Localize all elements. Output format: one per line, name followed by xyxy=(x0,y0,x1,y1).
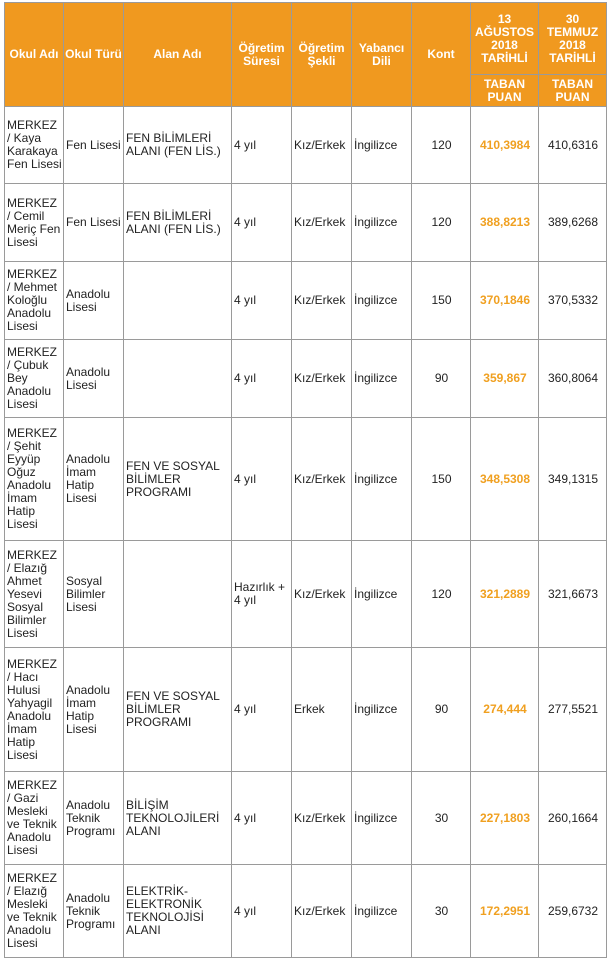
cell-alan-adi: FEN VE SOSYAL BİLİMLER PROGRAMI xyxy=(124,648,232,772)
cell-ogretim-suresi: 4 yıl xyxy=(232,107,292,184)
cell-ogretim-sekli: Kız/Erkek xyxy=(292,865,352,958)
cell-ogretim-sekli: Kız/Erkek xyxy=(292,262,352,340)
cell-kont: 150 xyxy=(412,418,471,541)
cell-taban-puan-jul: 259,6732 xyxy=(539,865,607,958)
cell-okul-adi: MERKEZ / Çubuk Bey Anadolu Lisesi xyxy=(5,340,64,418)
cell-yabanci-dili: İngilizce xyxy=(352,648,412,772)
cell-kont: 120 xyxy=(412,107,471,184)
cell-ogretim-sekli: Kız/Erkek xyxy=(292,541,352,648)
cell-okul-adi: MERKEZ / Hacı Hulusi Yahyagil Anadolu İmam Hatip Lisesi xyxy=(5,648,64,772)
cell-okul-adi: MERKEZ / Cemil Meriç Fen Lisesi xyxy=(5,184,64,262)
cell-okul-turu: Anadolu Teknik Programı xyxy=(64,865,124,958)
table-row xyxy=(5,648,607,772)
cell-taban-puan-jul: 260,1664 xyxy=(539,772,607,865)
subheader-taban-puan-jul: TABAN PUAN xyxy=(539,75,607,107)
cell-alan-adi: BİLİŞİM TEKNOLOJİLERİ ALANI xyxy=(124,772,232,865)
table-row xyxy=(5,772,607,865)
cell-alan-adi xyxy=(124,340,232,418)
cell-okul-adi: MERKEZ / Şehit Eyyüp Oğuz Anadolu İmam Hatip Lisesi xyxy=(5,418,64,541)
cell-kont: 150 xyxy=(412,262,471,340)
cell-ogretim-sekli: Erkek xyxy=(292,648,352,772)
col-header-alan-adi: Alan Adı xyxy=(124,3,232,107)
cell-okul-adi: MERKEZ / Gazi Mesleki ve Teknik Anadolu Lisesi xyxy=(5,772,64,865)
cell-yabanci-dili: İngilizce xyxy=(352,865,412,958)
cell-kont: 30 xyxy=(412,865,471,958)
table-row xyxy=(5,262,607,340)
cell-taban-puan-aug: 359,867 xyxy=(471,340,539,418)
cell-yabanci-dili: İngilizce xyxy=(352,184,412,262)
table-row xyxy=(5,340,607,418)
cell-yabanci-dili: İngilizce xyxy=(352,541,412,648)
cell-taban-puan-aug: 172,2951 xyxy=(471,865,539,958)
cell-okul-turu: Anadolu Lisesi xyxy=(64,262,124,340)
cell-taban-puan-aug: 348,5308 xyxy=(471,418,539,541)
cell-kont: 30 xyxy=(412,772,471,865)
school-score-table xyxy=(4,2,607,958)
cell-taban-puan-jul: 277,5521 xyxy=(539,648,607,772)
cell-taban-puan-aug: 321,2889 xyxy=(471,541,539,648)
cell-yabanci-dili: İngilizce xyxy=(352,107,412,184)
cell-yabanci-dili: İngilizce xyxy=(352,772,412,865)
cell-taban-puan-jul: 410,6316 xyxy=(539,107,607,184)
cell-ogretim-sekli: Kız/Erkek xyxy=(292,418,352,541)
cell-alan-adi: ELEKTRİK-ELEKTRONİK TEKNOLOJİSİ ALANI xyxy=(124,865,232,958)
cell-okul-turu: Anadolu İmam Hatip Lisesi xyxy=(64,418,124,541)
cell-taban-puan-aug: 227,1803 xyxy=(471,772,539,865)
cell-taban-puan-aug: 370,1846 xyxy=(471,262,539,340)
col-header-yabanci-dili: Yabancı Dili xyxy=(352,3,412,107)
cell-ogretim-suresi: Hazırlık + 4 yıl xyxy=(232,541,292,648)
cell-taban-puan-jul: 360,8064 xyxy=(539,340,607,418)
cell-ogretim-suresi: 4 yıl xyxy=(232,865,292,958)
cell-alan-adi: FEN BİLİMLERİ ALANI (FEN LİS.) xyxy=(124,107,232,184)
cell-ogretim-suresi: 4 yıl xyxy=(232,262,292,340)
cell-taban-puan-aug: 388,8213 xyxy=(471,184,539,262)
cell-okul-turu: Sosyal Bilimler Lisesi xyxy=(64,541,124,648)
col-header-ogretim-sekli: Öğretim Şekli xyxy=(292,3,352,107)
table-row xyxy=(5,541,607,648)
col-header-kont: Kont xyxy=(412,3,471,107)
cell-ogretim-suresi: 4 yıl xyxy=(232,184,292,262)
cell-taban-puan-jul: 349,1315 xyxy=(539,418,607,541)
table-row xyxy=(5,865,607,958)
cell-okul-turu: Anadolu Lisesi xyxy=(64,340,124,418)
col-header-ogretim-suresi: Öğretim Süresi xyxy=(232,3,292,107)
col-header-okul-turu: Okul Türü xyxy=(64,3,124,107)
cell-okul-turu: Anadolu İmam Hatip Lisesi xyxy=(64,648,124,772)
cell-ogretim-sekli: Kız/Erkek xyxy=(292,184,352,262)
col-header-okul-adi: Okul Adı xyxy=(5,3,64,107)
cell-alan-adi xyxy=(124,262,232,340)
cell-okul-adi: MERKEZ / Elazığ Ahmet Yesevi Sosyal Bilimler Lisesi xyxy=(5,541,64,648)
col-header-date-aug: 13 AĞUSTOS 2018 TARİHLİ xyxy=(471,3,539,75)
cell-taban-puan-jul: 389,6268 xyxy=(539,184,607,262)
cell-yabanci-dili: İngilizce xyxy=(352,340,412,418)
cell-okul-turu: Anadolu Teknik Programı xyxy=(64,772,124,865)
table-row xyxy=(5,418,607,541)
cell-kont: 90 xyxy=(412,340,471,418)
cell-ogretim-suresi: 4 yıl xyxy=(232,340,292,418)
cell-alan-adi: FEN BİLİMLERİ ALANI (FEN LİS.) xyxy=(124,184,232,262)
cell-okul-turu: Fen Lisesi xyxy=(64,107,124,184)
cell-ogretim-sekli: Kız/Erkek xyxy=(292,772,352,865)
cell-kont: 90 xyxy=(412,648,471,772)
cell-alan-adi xyxy=(124,541,232,648)
cell-taban-puan-jul: 370,5332 xyxy=(539,262,607,340)
cell-yabanci-dili: İngilizce xyxy=(352,418,412,541)
cell-okul-adi: MERKEZ / Elazığ Mesleki ve Teknik Anadolu Lisesi xyxy=(5,865,64,958)
cell-taban-puan-aug: 410,3984 xyxy=(471,107,539,184)
cell-ogretim-suresi: 4 yıl xyxy=(232,648,292,772)
cell-alan-adi: FEN VE SOSYAL BİLİMLER PROGRAMI xyxy=(124,418,232,541)
cell-ogretim-sekli: Kız/Erkek xyxy=(292,107,352,184)
cell-okul-adi: MERKEZ / Kaya Karakaya Fen Lisesi xyxy=(5,107,64,184)
cell-yabanci-dili: İngilizce xyxy=(352,262,412,340)
cell-ogretim-suresi: 4 yıl xyxy=(232,772,292,865)
col-header-date-jul: 30 TEMMUZ 2018 TARİHLİ xyxy=(539,3,607,75)
cell-kont: 120 xyxy=(412,184,471,262)
cell-taban-puan-aug: 274,444 xyxy=(471,648,539,772)
table-row xyxy=(5,107,607,184)
table-row xyxy=(5,184,607,262)
cell-ogretim-sekli: Kız/Erkek xyxy=(292,340,352,418)
header-row xyxy=(5,3,607,75)
cell-okul-adi: MERKEZ / Mehmet Koloğlu Anadolu Lisesi xyxy=(5,262,64,340)
cell-taban-puan-jul: 321,6673 xyxy=(539,541,607,648)
subheader-taban-puan-aug: TABAN PUAN xyxy=(471,75,539,107)
cell-ogretim-suresi: 4 yıl xyxy=(232,418,292,541)
cell-okul-turu: Fen Lisesi xyxy=(64,184,124,262)
cell-kont: 120 xyxy=(412,541,471,648)
